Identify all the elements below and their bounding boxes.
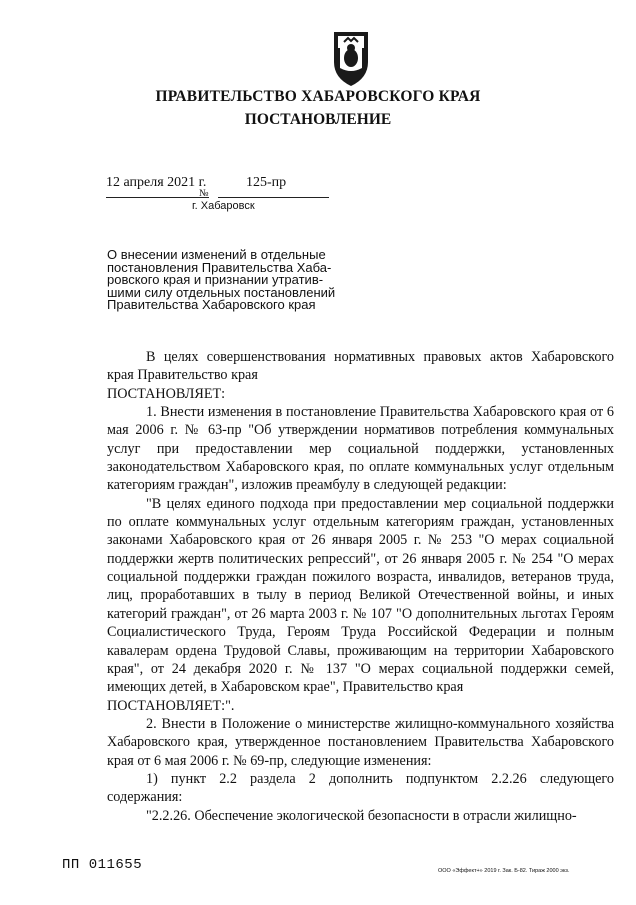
subject-line: шими силу отдельных постановлений bbox=[107, 284, 336, 300]
document-type: ПОСТАНОВЛЕНИЕ bbox=[244, 111, 392, 128]
subject-line: ровского края и признании утратив- bbox=[107, 272, 324, 288]
item-1-paragraph: 1. Внести изменения в постановление Правительства Хабаровского края от 6 мая 2006 г. № 63-пр "Об утверждении нормативов потребления коммунальных услуг при предоставлении мер социальной поддержки, установленных законодательством Хабаровского края, по оплате коммунальных услуг отдельным категориям граждан", изложив преамбулу в следующей редакции: bbox=[107, 404, 614, 494]
printer-imprint: ООО «Эффект+» 2019 г. Зак. Б-82. Тираж 2000 экз. bbox=[438, 868, 570, 874]
organization-title: ПРАВИТЕЛЬСТВО ХАБАРОВСКОГО КРАЯ bbox=[155, 88, 481, 105]
document-date: 12 апреля 2021 г. bbox=[106, 175, 207, 190]
quoted-preamble: "В целях единого подхода при предоставлении мер социальной поддержки по оплате коммунальных услуг отдельным категориям граждан, установленных законами Хабаровского края от 26 января 2005 г. № 253 "О мерах социальной поддержки жертв политических репрессий", от 26 января 2005 г. № 254 "О мерах социальной поддержки граждан пожилого возраста, инвалидов, ветеранов труда, лиц, проработавших в тылу в период Великой Отечественной войны, и иных категорий граждан", от 26 марта 2003 г. № 107 "О дополнительных льготах Героям Социалистического Труда, Героям Труда Российской Федерации и полным кавалерам ордена Трудовой Славы, проживающим на территории Хабаровского края", от 24 декабря 2020 г. № 137 "О мерах социальной поддержки семей, имеющих детей, в Хабаровском крае", Правительство края bbox=[107, 495, 614, 696]
document-body bbox=[107, 348, 614, 825]
quoted-resolves: ПОСТАНОВЛЯЕТ:". bbox=[107, 697, 235, 714]
coat-of-arms-icon bbox=[326, 28, 376, 90]
resolves-heading: ПОСТАНОВЛЯЕТ: bbox=[107, 385, 226, 402]
document-number: 125-пр bbox=[246, 175, 287, 190]
number-label: № bbox=[199, 188, 209, 199]
item-2-paragraph: 2. Внести в Положение о министерстве жилищно-коммунального хозяйства Хабаровского края, утвержденное постановлением Правительства Хабаровского края от 6 мая 2006 г. № 69-пр, следующие изменения: bbox=[107, 715, 614, 769]
subject-line: О внесении изменений в отдельные bbox=[107, 247, 326, 262]
city-label: г. Хабаровск bbox=[192, 200, 255, 212]
document-subject bbox=[107, 249, 367, 312]
subject-line: Правительства Хабаровского края bbox=[107, 297, 316, 313]
number-underline bbox=[218, 197, 329, 198]
form-code: ПП 011655 bbox=[62, 857, 143, 873]
intro-paragraph: В целях совершенствования нормативных правовых актов Хабаровского края Правительство края bbox=[107, 349, 614, 384]
date-underline bbox=[106, 197, 209, 198]
item-2-1-paragraph: 1) пункт 2.2 раздела 2 дополнить подпунктом 2.2.26 следующего содержания: bbox=[107, 770, 614, 806]
subject-line: постановления Правительства Хаба- bbox=[107, 259, 332, 275]
item-2-quote: "2.2.26. Обеспечение экологической безопасности в отрасли жилищно- bbox=[146, 807, 577, 824]
